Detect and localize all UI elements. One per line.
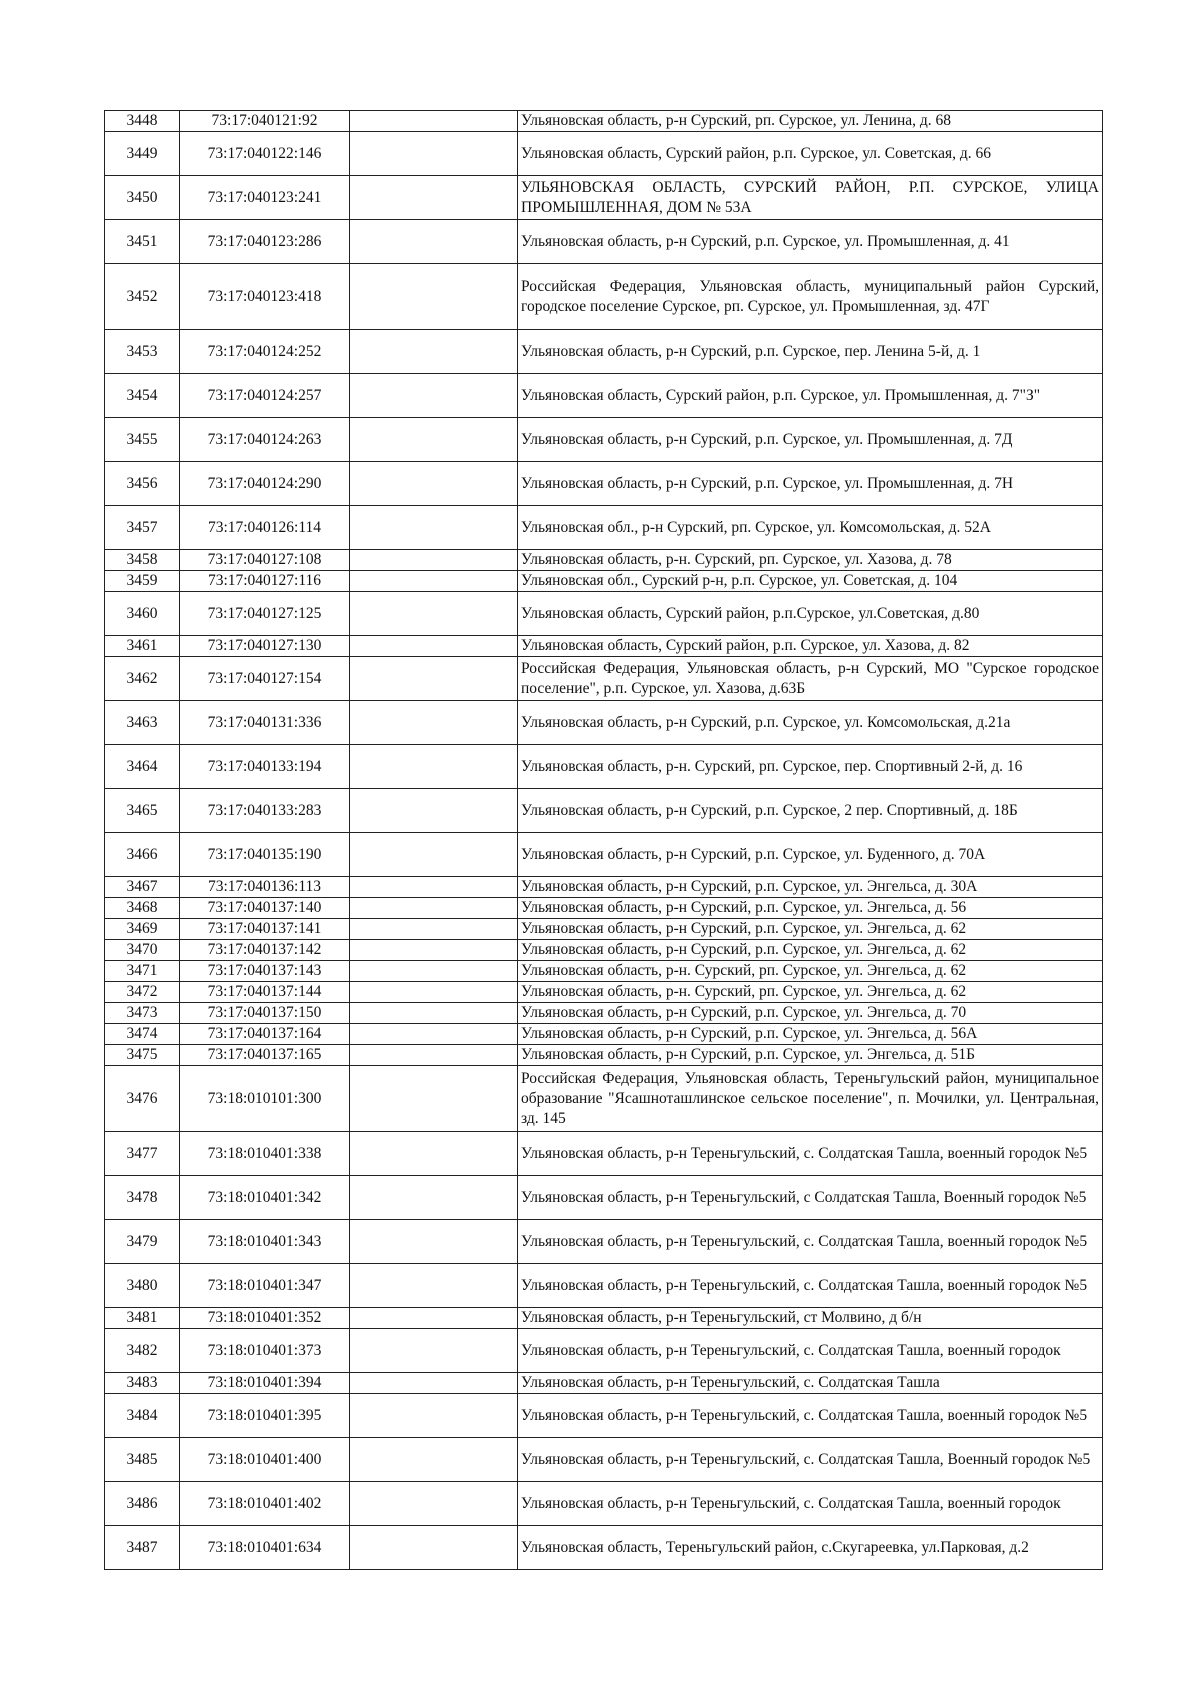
empty-cell xyxy=(350,1264,518,1308)
empty-cell xyxy=(350,1394,518,1438)
table-row xyxy=(105,1045,1103,1066)
cadastral-number-cell: 73:18:010401:400 xyxy=(180,1438,350,1482)
row-number-cell: 3462 xyxy=(105,657,180,701)
cadastral-number-cell: 73:17:040122:146 xyxy=(180,132,350,176)
empty-cell xyxy=(350,264,518,330)
table-row xyxy=(105,1264,1103,1308)
cadastral-number-cell: 73:17:040137:143 xyxy=(180,961,350,982)
cadastral-number-cell: 73:18:010401:347 xyxy=(180,1264,350,1308)
table-row xyxy=(105,961,1103,982)
table-row xyxy=(105,940,1103,961)
empty-cell xyxy=(350,1024,518,1045)
empty-cell xyxy=(350,1176,518,1220)
address-cell: Ульяновская обл., Сурский р-н, р.п. Сурское, ул. Советская, д. 104 xyxy=(518,571,1103,592)
row-number-cell: 3457 xyxy=(105,506,180,550)
empty-cell xyxy=(350,550,518,571)
row-number-cell: 3465 xyxy=(105,789,180,833)
row-number-cell: 3452 xyxy=(105,264,180,330)
table-row xyxy=(105,877,1103,898)
row-number-cell: 3451 xyxy=(105,220,180,264)
row-number-cell: 3475 xyxy=(105,1045,180,1066)
property-registry-table xyxy=(104,110,1103,1570)
table-row xyxy=(105,657,1103,701)
cadastral-number-cell: 73:17:040137:144 xyxy=(180,982,350,1003)
empty-cell xyxy=(350,636,518,657)
row-number-cell: 3464 xyxy=(105,745,180,789)
table-row xyxy=(105,1003,1103,1024)
cadastral-number-cell: 73:17:040123:241 xyxy=(180,176,350,220)
row-number-cell: 3450 xyxy=(105,176,180,220)
row-number-cell: 3467 xyxy=(105,877,180,898)
empty-cell xyxy=(350,111,518,132)
row-number-cell: 3480 xyxy=(105,1264,180,1308)
cadastral-number-cell: 73:17:040127:108 xyxy=(180,550,350,571)
row-number-cell: 3483 xyxy=(105,1373,180,1394)
table-row xyxy=(105,1438,1103,1482)
empty-cell xyxy=(350,877,518,898)
table-row xyxy=(105,220,1103,264)
cadastral-number-cell: 73:18:010101:300 xyxy=(180,1066,350,1132)
table-row xyxy=(105,176,1103,220)
cadastral-number-cell: 73:17:040124:263 xyxy=(180,418,350,462)
row-number-cell: 3456 xyxy=(105,462,180,506)
empty-cell xyxy=(350,701,518,745)
address-cell: Российская Федерация, Ульяновская область, муниципальный район Сурский, городское поселение Сурское, рп. Сурское, ул. Промышленная, зд. 47Г xyxy=(518,264,1103,330)
address-cell: Ульяновская область, р-н Тереньгульский, с. Солдатская Ташла, военный городок №5 xyxy=(518,1394,1103,1438)
empty-cell xyxy=(350,961,518,982)
table-row xyxy=(105,1066,1103,1132)
address-cell: Ульяновская область, р-н Сурский, р.п. Сурское, ул. Энгельса, д. 56 xyxy=(518,898,1103,919)
cadastral-number-cell: 73:17:040127:130 xyxy=(180,636,350,657)
address-cell: Ульяновская область, р-н Сурский, рп. Сурское, ул. Ленина, д. 68 xyxy=(518,111,1103,132)
row-number-cell: 3476 xyxy=(105,1066,180,1132)
table-row xyxy=(105,111,1103,132)
cadastral-number-cell: 73:17:040124:290 xyxy=(180,462,350,506)
address-cell: Ульяновская область, р-н Сурский, р.п. Сурское, ул. Энгельса, д. 56А xyxy=(518,1024,1103,1045)
table-row xyxy=(105,789,1103,833)
address-cell: Ульяновская область, р-н Сурский, р.п. Сурское, ул. Энгельса, д. 70 xyxy=(518,1003,1103,1024)
row-number-cell: 3472 xyxy=(105,982,180,1003)
cadastral-number-cell: 73:17:040127:116 xyxy=(180,571,350,592)
address-cell: Ульяновская область, р-н Тереньгульский, с. Солдатская Ташла, военный городок №5 xyxy=(518,1220,1103,1264)
row-number-cell: 3455 xyxy=(105,418,180,462)
table-row xyxy=(105,1526,1103,1570)
cadastral-number-cell: 73:17:040137:165 xyxy=(180,1045,350,1066)
row-number-cell: 3485 xyxy=(105,1438,180,1482)
cadastral-number-cell: 73:18:010401:342 xyxy=(180,1176,350,1220)
row-number-cell: 3482 xyxy=(105,1329,180,1373)
empty-cell xyxy=(350,919,518,940)
empty-cell xyxy=(350,1373,518,1394)
row-number-cell: 3466 xyxy=(105,833,180,877)
row-number-cell: 3471 xyxy=(105,961,180,982)
cadastral-number-cell: 73:17:040133:194 xyxy=(180,745,350,789)
table-row xyxy=(105,1220,1103,1264)
table-row xyxy=(105,701,1103,745)
cadastral-number-cell: 73:17:040127:125 xyxy=(180,592,350,636)
row-number-cell: 3477 xyxy=(105,1132,180,1176)
table-row xyxy=(105,132,1103,176)
row-number-cell: 3448 xyxy=(105,111,180,132)
empty-cell xyxy=(350,418,518,462)
empty-cell xyxy=(350,462,518,506)
table-row xyxy=(105,919,1103,940)
cadastral-number-cell: 73:18:010401:352 xyxy=(180,1308,350,1329)
table-row xyxy=(105,745,1103,789)
table-row xyxy=(105,1024,1103,1045)
cadastral-number-cell: 73:17:040137:141 xyxy=(180,919,350,940)
table-row xyxy=(105,506,1103,550)
address-cell: Ульяновская обл., р-н Сурский, рп. Сурское, ул. Комсомольская, д. 52А xyxy=(518,506,1103,550)
address-cell: Ульяновская область, р-н Тереньгульский, с. Солдатская Ташла, военный городок xyxy=(518,1329,1103,1373)
table-row xyxy=(105,264,1103,330)
empty-cell xyxy=(350,220,518,264)
address-cell: Ульяновская область, р-н Сурский, р.п. Сурское, ул. Энгельса, д. 62 xyxy=(518,919,1103,940)
row-number-cell: 3461 xyxy=(105,636,180,657)
cadastral-number-cell: 73:17:040124:257 xyxy=(180,374,350,418)
address-cell: Ульяновская область, Сурский район, р.п. Сурское, ул. Советская, д. 66 xyxy=(518,132,1103,176)
row-number-cell: 3458 xyxy=(105,550,180,571)
row-number-cell: 3453 xyxy=(105,330,180,374)
table-row xyxy=(105,636,1103,657)
table-row xyxy=(105,374,1103,418)
table-row xyxy=(105,1308,1103,1329)
address-cell: Ульяновская область, р-н Тереньгульский, с. Солдатская Ташла, Военный городок №5 xyxy=(518,1438,1103,1482)
empty-cell xyxy=(350,1308,518,1329)
table-row xyxy=(105,1329,1103,1373)
row-number-cell: 3478 xyxy=(105,1176,180,1220)
empty-cell xyxy=(350,982,518,1003)
address-cell: Ульяновская область, Сурский район, р.п. Сурское, ул. Хазова, д. 82 xyxy=(518,636,1103,657)
empty-cell xyxy=(350,1482,518,1526)
table-row xyxy=(105,418,1103,462)
empty-cell xyxy=(350,1438,518,1482)
empty-cell xyxy=(350,657,518,701)
cadastral-number-cell: 73:17:040133:283 xyxy=(180,789,350,833)
row-number-cell: 3473 xyxy=(105,1003,180,1024)
empty-cell xyxy=(350,1329,518,1373)
cadastral-number-cell: 73:17:040136:113 xyxy=(180,877,350,898)
row-number-cell: 3463 xyxy=(105,701,180,745)
row-number-cell: 3469 xyxy=(105,919,180,940)
address-cell: Ульяновская область, р-н Сурский, р.п. Сурское, пер. Ленина 5-й, д. 1 xyxy=(518,330,1103,374)
table-row xyxy=(105,592,1103,636)
cadastral-number-cell: 73:18:010401:373 xyxy=(180,1329,350,1373)
cadastral-number-cell: 73:18:010401:343 xyxy=(180,1220,350,1264)
cadastral-number-cell: 73:18:010401:338 xyxy=(180,1132,350,1176)
cadastral-number-cell: 73:17:040127:154 xyxy=(180,657,350,701)
table-row xyxy=(105,1482,1103,1526)
cadastral-number-cell: 73:17:040137:150 xyxy=(180,1003,350,1024)
address-cell: Ульяновская область, р-н Тереньгульский, с. Солдатская Ташла, военный городок №5 xyxy=(518,1132,1103,1176)
address-cell: УЛЬЯНОВСКАЯ ОБЛАСТЬ, СУРСКИЙ РАЙОН, Р.П. СУРСКОЕ, УЛИЦА ПРОМЫШЛЕННАЯ, ДОМ № 53А xyxy=(518,176,1103,220)
row-number-cell: 3470 xyxy=(105,940,180,961)
address-cell: Ульяновская область, р-н. Сурский, рп. Сурское, ул. Хазова, д. 78 xyxy=(518,550,1103,571)
empty-cell xyxy=(350,571,518,592)
table-row xyxy=(105,571,1103,592)
address-cell: Ульяновская область, р-н. Сурский, рп. Сурское, ул. Энгельса, д. 62 xyxy=(518,982,1103,1003)
empty-cell xyxy=(350,1045,518,1066)
cadastral-number-cell: 73:18:010401:394 xyxy=(180,1373,350,1394)
table-row xyxy=(105,330,1103,374)
address-cell: Ульяновская область, р-н Тереньгульский, ст Молвино, д б/н xyxy=(518,1308,1103,1329)
address-cell: Ульяновская область, р-н Тереньгульский, с Солдатская Ташла, Военный городок №5 xyxy=(518,1176,1103,1220)
table-row xyxy=(105,1176,1103,1220)
empty-cell xyxy=(350,176,518,220)
table-row xyxy=(105,1132,1103,1176)
address-cell: Ульяновская область, Сурский район, р.п.Сурское, ул.Советская, д.80 xyxy=(518,592,1103,636)
address-cell: Ульяновская область, р-н Сурский, р.п. Сурское, ул. Промышленная, д. 7Д xyxy=(518,418,1103,462)
row-number-cell: 3479 xyxy=(105,1220,180,1264)
empty-cell xyxy=(350,1003,518,1024)
empty-cell xyxy=(350,1220,518,1264)
empty-cell xyxy=(350,132,518,176)
empty-cell xyxy=(350,374,518,418)
address-cell: Ульяновская область, р-н Сурский, р.п. Сурское, ул. Энгельса, д. 30А xyxy=(518,877,1103,898)
address-cell: Ульяновская область, р-н Сурский, р.п. Сурское, ул. Буденного, д. 70А xyxy=(518,833,1103,877)
empty-cell xyxy=(350,330,518,374)
address-cell: Ульяновская область, р-н Сурский, р.п. Сурское, ул. Комсомольская, д.21а xyxy=(518,701,1103,745)
table-row xyxy=(105,462,1103,506)
empty-cell xyxy=(350,940,518,961)
cadastral-number-cell: 73:17:040137:140 xyxy=(180,898,350,919)
empty-cell xyxy=(350,745,518,789)
row-number-cell: 3449 xyxy=(105,132,180,176)
address-cell: Ульяновская область, р-н Сурский, р.п. Сурское, ул. Энгельса, д. 51Б xyxy=(518,1045,1103,1066)
document-page xyxy=(104,110,1102,1570)
cadastral-number-cell: 73:17:040137:164 xyxy=(180,1024,350,1045)
row-number-cell: 3486 xyxy=(105,1482,180,1526)
row-number-cell: 3487 xyxy=(105,1526,180,1570)
cadastral-number-cell: 73:18:010401:402 xyxy=(180,1482,350,1526)
cadastral-number-cell: 73:17:040126:114 xyxy=(180,506,350,550)
table-row xyxy=(105,898,1103,919)
table-row xyxy=(105,833,1103,877)
address-cell: Ульяновская область, р-н Сурский, р.п. Сурское, ул. Энгельса, д. 62 xyxy=(518,940,1103,961)
empty-cell xyxy=(350,833,518,877)
address-cell: Ульяновская область, р-н. Сурский, рп. Сурское, ул. Энгельса, д. 62 xyxy=(518,961,1103,982)
cadastral-number-cell: 73:17:040123:286 xyxy=(180,220,350,264)
row-number-cell: 3474 xyxy=(105,1024,180,1045)
row-number-cell: 3459 xyxy=(105,571,180,592)
cadastral-number-cell: 73:17:040131:336 xyxy=(180,701,350,745)
address-cell: Ульяновская область, Тереньгульский район, с.Скугареевка, ул.Парковая, д.2 xyxy=(518,1526,1103,1570)
address-cell: Ульяновская область, р-н. Сурский, рп. Сурское, пер. Спортивный 2-й, д. 16 xyxy=(518,745,1103,789)
row-number-cell: 3468 xyxy=(105,898,180,919)
address-cell: Ульяновская область, р-н Тереньгульский, с. Солдатская Ташла, военный городок xyxy=(518,1482,1103,1526)
table-row xyxy=(105,1373,1103,1394)
empty-cell xyxy=(350,898,518,919)
address-cell: Ульяновская область, р-н Тереньгульский, с. Солдатская Ташла xyxy=(518,1373,1103,1394)
address-cell: Ульяновская область, р-н Сурский, р.п. Сурское, 2 пер. Спортивный, д. 18Б xyxy=(518,789,1103,833)
empty-cell xyxy=(350,789,518,833)
table-row xyxy=(105,1394,1103,1438)
cadastral-number-cell: 73:18:010401:634 xyxy=(180,1526,350,1570)
empty-cell xyxy=(350,1066,518,1132)
row-number-cell: 3454 xyxy=(105,374,180,418)
cadastral-number-cell: 73:17:040121:92 xyxy=(180,111,350,132)
row-number-cell: 3481 xyxy=(105,1308,180,1329)
cadastral-number-cell: 73:17:040123:418 xyxy=(180,264,350,330)
table-row xyxy=(105,982,1103,1003)
table-row xyxy=(105,550,1103,571)
empty-cell xyxy=(350,1526,518,1570)
address-cell: Ульяновская область, р-н Сурский, р.п. Сурское, ул. Промышленная, д. 7Н xyxy=(518,462,1103,506)
cadastral-number-cell: 73:17:040135:190 xyxy=(180,833,350,877)
cadastral-number-cell: 73:17:040137:142 xyxy=(180,940,350,961)
empty-cell xyxy=(350,592,518,636)
address-cell: Российская Федерация, Ульяновская область, р-н Сурский, МО "Сурское городское поселение", р.п. Сурское, ул. Хазова, д.63Б xyxy=(518,657,1103,701)
registry-body xyxy=(105,111,1103,1570)
address-cell: Ульяновская область, р-н Сурский, р.п. Сурское, ул. Промышленная, д. 41 xyxy=(518,220,1103,264)
cadastral-number-cell: 73:17:040124:252 xyxy=(180,330,350,374)
empty-cell xyxy=(350,506,518,550)
row-number-cell: 3484 xyxy=(105,1394,180,1438)
row-number-cell: 3460 xyxy=(105,592,180,636)
cadastral-number-cell: 73:18:010401:395 xyxy=(180,1394,350,1438)
address-cell: Ульяновская область, Сурский район, р.п. Сурское, ул. Промышленная, д. 7"З" xyxy=(518,374,1103,418)
address-cell: Российская Федерация, Ульяновская область, Тереньгульский район, муниципальное образование "Ясашноташлинское сельское поселение", п. Мочилки, ул. Центральная, зд. 145 xyxy=(518,1066,1103,1132)
address-cell: Ульяновская область, р-н Тереньгульский, с. Солдатская Ташла, военный городок №5 xyxy=(518,1264,1103,1308)
empty-cell xyxy=(350,1132,518,1176)
